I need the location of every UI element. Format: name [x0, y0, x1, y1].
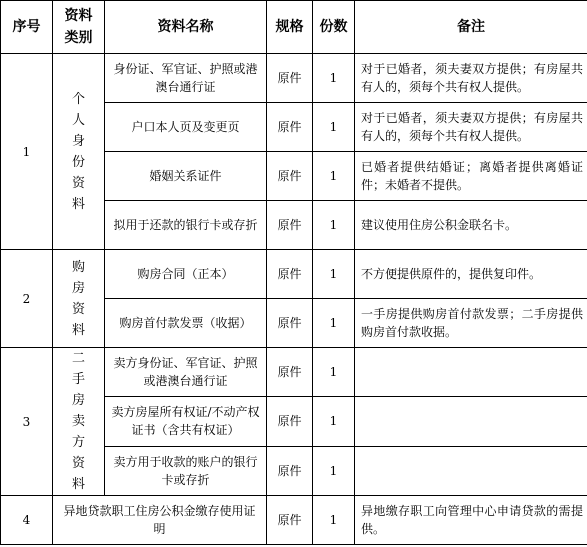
header-note: 备注	[355, 1, 587, 54]
count-cell: 1	[313, 496, 355, 545]
header-category	[53, 1, 105, 54]
name-cell: 卖方身份证、军官证、护照或港澳台通行证	[105, 348, 267, 397]
header-seq: 序号	[1, 1, 53, 54]
count-cell: 1	[313, 250, 355, 299]
table-row	[1, 348, 587, 397]
category-label: 个人身份资料	[71, 91, 85, 212]
note-cell: 对于已婚者，须夫妻双方提供；有房屋共有人的，须每个共有权人提供。	[355, 54, 587, 103]
name-cell: 拟用于还款的银行卡或存折	[105, 201, 267, 250]
count-cell: 1	[313, 201, 355, 250]
count-cell: 1	[313, 348, 355, 397]
count-cell: 1	[313, 152, 355, 201]
header-spec: 规格	[267, 1, 313, 54]
name-cell: 卖方房屋所有权证/不动产权证书（含共有权证）	[105, 397, 267, 446]
category-label: 购房资料	[71, 259, 85, 338]
category-label: 二手房卖方资料	[71, 351, 85, 492]
spec-cell: 原件	[267, 103, 313, 152]
name-cell: 购房合同（正本）	[105, 250, 267, 299]
spec-cell: 原件	[267, 299, 313, 348]
seq-cell: 4	[1, 496, 53, 545]
note-cell: 对于已婚者，须夫妻双方提供；有房屋共有人的，须每个共有权人提供。	[355, 103, 587, 152]
spec-cell: 原件	[267, 54, 313, 103]
note-cell: 异地缴存职工向管理中心申请贷款的需提供。	[355, 496, 587, 545]
name-cell: 婚姻关系证件	[105, 152, 267, 201]
spec-cell: 原件	[267, 250, 313, 299]
seq-cell: 2	[1, 250, 53, 348]
note-cell: 已婚者提供结婚证；离婚者提供离婚证件；未婚者不提供。	[355, 152, 587, 201]
name-cell: 户口本人页及变更页	[105, 103, 267, 152]
name-cell: 异地贷款职工住房公积金缴存使用证明	[53, 496, 267, 545]
count-cell: 1	[313, 54, 355, 103]
spec-cell: 原件	[267, 201, 313, 250]
category-cell	[53, 348, 105, 496]
name-cell: 身份证、军官证、护照或港澳台通行证	[105, 54, 267, 103]
header-category-label: 资料类别	[64, 8, 93, 46]
spec-cell: 原件	[267, 496, 313, 545]
note-cell: 一手房提供购房首付款发票；二手房提供购房首付款收据。	[355, 299, 587, 348]
seq-cell: 1	[1, 54, 53, 250]
note-cell	[355, 348, 587, 397]
count-cell: 1	[313, 103, 355, 152]
spec-cell: 原件	[267, 152, 313, 201]
note-cell: 不方便提供原件的，提供复印件。	[355, 250, 587, 299]
table-row	[1, 54, 587, 103]
name-cell: 卖方用于收款的账户的银行卡或存折	[105, 446, 267, 495]
name-cell: 购房首付款发票（收据）	[105, 299, 267, 348]
count-cell: 1	[313, 299, 355, 348]
count-cell: 1	[313, 397, 355, 446]
header-row	[1, 1, 587, 54]
category-cell	[53, 250, 105, 348]
seq-cell: 3	[1, 348, 53, 496]
note-cell: 建议使用住房公积金联名卡。	[355, 201, 587, 250]
count-cell: 1	[313, 446, 355, 495]
spec-cell: 原件	[267, 446, 313, 495]
header-count: 份数	[313, 1, 355, 54]
header-name: 资料名称	[105, 1, 267, 54]
note-cell	[355, 397, 587, 446]
table-row	[1, 250, 587, 299]
spec-cell: 原件	[267, 348, 313, 397]
note-cell	[355, 446, 587, 495]
table-row	[1, 496, 587, 545]
spec-cell: 原件	[267, 397, 313, 446]
category-cell	[53, 54, 105, 250]
